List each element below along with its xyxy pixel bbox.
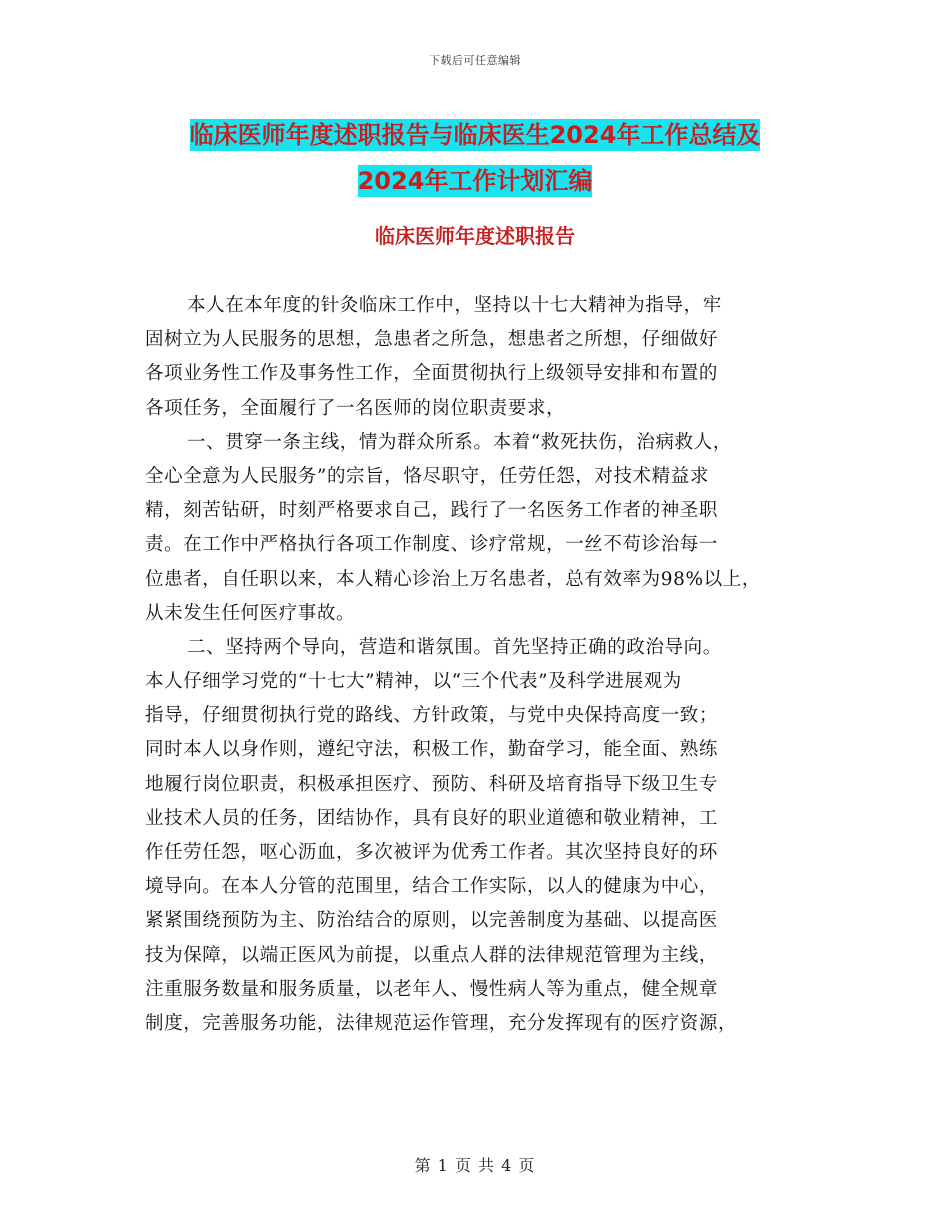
- paragraph-line: 作任劳任怨，呕心沥血，多次被评为优秀工作者。其次坚持良好的环: [145, 842, 719, 863]
- paragraph-line: 全心全意为人民服务”的宗旨，恪尽职守，任劳任怨，对技术精益求: [145, 465, 709, 487]
- paragraph-line: 二、坚持两个导向，营造和谐氛围。首先坚持正确的政治导向。: [187, 636, 722, 658]
- page-number: 第 1 页 共 4 页: [414, 1156, 536, 1175]
- paragraph-line: 固树立为人民服务的思想，急患者之所急，想患者之所想，仔细做好: [145, 329, 719, 351]
- paragraph-line: 制度，完善服务功能，法律规范运作管理，充分发挥现有的医疗资源，: [145, 1012, 738, 1034]
- paragraph-line: 责。在工作中严格执行各项工作制度、诊疗常规，一丝不苟诊治每一: [145, 534, 719, 556]
- paragraph-line: 一、贯穿一条主线，情为群众所系。本着“救死扶伤，治病救人，: [187, 431, 732, 453]
- paragraph-line: 境导向。在本人分管的范围里，结合工作实际，以人的健康为中心，: [145, 876, 719, 898]
- paragraph-line: 同时本人以身作则，遵纪守法，积极工作，勤奋学习，能全面、熟练: [145, 739, 719, 761]
- paragraph-line: 位患者，自任职以来，本人精心诊治上万名患者，总有效率为98%以上，: [145, 568, 761, 590]
- paragraph-line: 地履行岗位职责，积极承担医疗、预防、科研及培育指导下级卫生专: [145, 773, 719, 795]
- paragraph-line: 指导，仔细贯彻执行党的路线、方针政策，与党中央保持高度一致；: [145, 705, 719, 727]
- paragraph-line: 业技术人员的任务，团结协作，具有良好的职业道德和敬业精神，工: [145, 807, 719, 829]
- paragraph-line: 技为保障，以端正医风为前提，以重点人群的法律规范管理为主线，: [145, 944, 719, 966]
- section-title: 临床医师年度述职报告: [375, 224, 575, 248]
- paragraph-line: 各项业务性工作及事务性工作，全面贯彻执行上级领导安排和布置的: [145, 363, 719, 385]
- paragraph-line: 精，刻苦钻研，时刻严格要求自己，践行了一名医务工作者的神圣职: [145, 500, 719, 522]
- paragraph-line: 本人在本年度的针灸临床工作中，坚持以十七大精神为指导，牢: [187, 295, 722, 316]
- page-header-note: 下载后可任意编辑: [429, 54, 521, 67]
- document-title-line-1: 临床医师年度述职报告与临床医生2024年工作总结及: [189, 121, 761, 149]
- paragraph-line: 从未发生任何医疗事故。: [145, 602, 356, 624]
- document-title-line-2: 2024年工作计划汇编: [357, 167, 593, 195]
- paragraph-line: 注重服务数量和服务质量，以老年人、慢性病人等为重点，健全规章: [145, 978, 719, 1000]
- paragraph-line: 各项任务，全面履行了一名医师的岗位职责要求，: [145, 397, 566, 419]
- document-title: [0, 112, 950, 204]
- body-text: [145, 289, 810, 1041]
- paragraph-line: 紧紧围绕预防为主、防治结合的原则，以完善制度为基础、以提高医: [145, 910, 719, 932]
- paragraph-line: 本人仔细学习党的“十七大”精神，以“三个代表”及科学进展观为: [145, 671, 682, 693]
